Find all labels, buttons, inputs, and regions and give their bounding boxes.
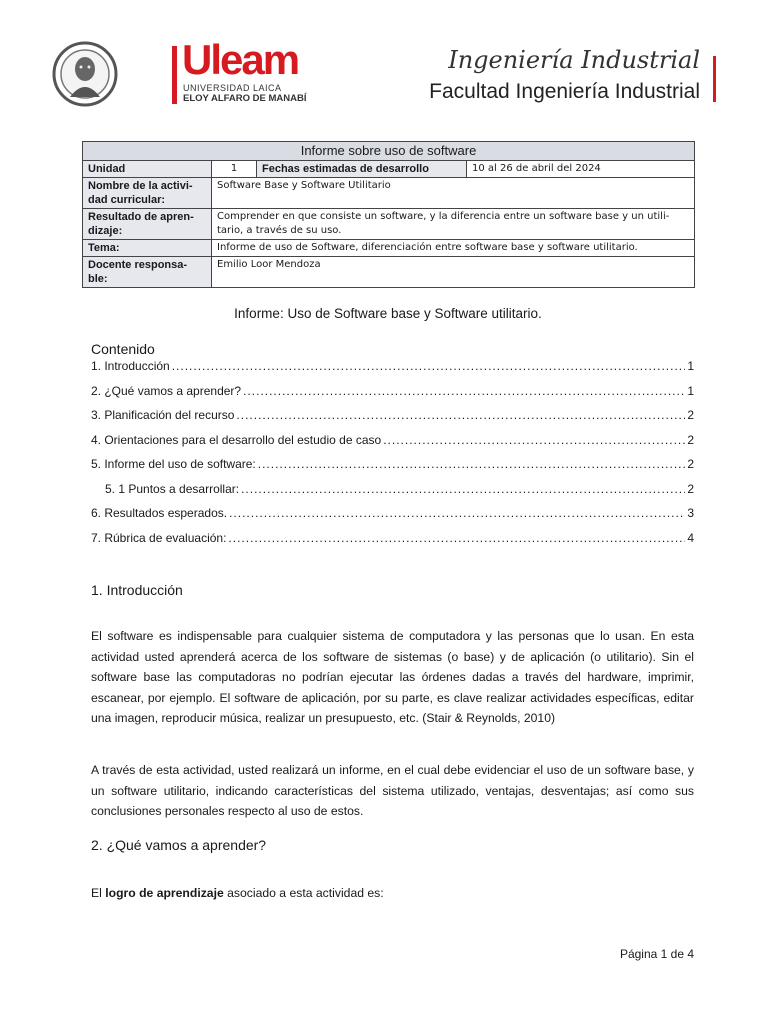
page-number: Página 1 de 4	[619, 947, 694, 961]
unidad-label: Unidad	[83, 161, 212, 178]
tema-value: Informe de uso de Software, diferenciación entre software base y software utilitario.	[212, 240, 695, 257]
learning-outcome-emphasis: logro de aprendizaje	[105, 886, 224, 900]
section-2-paragraph: El logro de aprendizaje asociado a esta actividad es:	[91, 886, 384, 900]
tema-label: Tema:	[83, 240, 212, 257]
university-seal-icon	[52, 41, 118, 107]
toc-item-rubrica[interactable]: 7. Rúbrica de evaluación: ..... 4	[91, 531, 694, 556]
faculty-accent-bar	[713, 56, 716, 102]
section-1-paragraph-1: El software es indispensable para cualquier sistema de computadora y las personas que lo usan. En esta actividad usted aprenderá acerca de los software de sistemas (o base) y de aplicación (o utilitario). Sin el software base las computadoras no podrían ejecutar las órdenes dadas a través del hardware, imprimir, escanear, por ejemplo. El software de aplicación, por su parte, es clave realizar actividades específicas, editar una imagen, reproducir música, realizar un presupuesto, etc. (Stair & Reynolds, 2010)	[91, 629, 694, 725]
table-of-contents	[91, 359, 694, 555]
document-header	[52, 36, 716, 110]
activity-info-table	[82, 141, 695, 288]
toc-item-que-vamos-a-aprender[interactable]: 2. ¿Qué vamos a aprender? ..... 1	[91, 384, 694, 409]
toc-item-introduccion[interactable]: 1. Introducción ..... 1	[91, 359, 694, 384]
table-row	[83, 209, 695, 240]
table-title: Informe sobre uso de software	[83, 142, 695, 161]
fechas-label: Fechas estimadas de desarrollo	[257, 161, 467, 178]
table-row	[83, 161, 695, 178]
brand-subtitle: UNIVERSIDAD LAICA	[183, 83, 282, 93]
toc-item-resultados-esperados[interactable]: 6. Resultados esperados. ..... 3	[91, 506, 694, 531]
faculty-script-title: Ingeniería Industrial	[448, 46, 700, 74]
faculty-name: Facultad Ingeniería Industrial	[429, 80, 700, 103]
toc-item-planificacion[interactable]: 3. Planificación del recurso ..... 2	[91, 408, 694, 433]
brand-accent-bar	[172, 46, 177, 104]
fechas-value: 10 al 26 de abril del 2024	[467, 161, 695, 178]
docente-label: Docente responsa-ble:	[83, 257, 212, 288]
nombre-label: Nombre de la activi-dad curricular:	[83, 178, 212, 209]
table-row	[83, 257, 695, 288]
unidad-value: 1	[212, 161, 257, 178]
section-1-heading: 1. Introducción	[91, 582, 183, 598]
resultado-label: Resultado de apren-dizaje:	[83, 209, 212, 240]
section-2-heading: 2. ¿Qué vamos a aprender?	[91, 837, 267, 853]
toc-item-orientaciones[interactable]: 4. Orientaciones para el desarrollo del estudio de caso ..... 2	[91, 433, 694, 458]
resultado-value: Comprender en que consiste un software, y la diferencia entre un software base y un utili-tario, a través de su uso.	[212, 209, 695, 240]
brand-name: Uleam	[182, 36, 299, 83]
docente-value: Emilio Loor Mendoza	[212, 257, 695, 288]
table-row	[83, 240, 695, 257]
report-title: Informe: Uso de Software base y Software utilitario.	[234, 306, 542, 321]
toc-item-puntos-a-desarrollar[interactable]: 5. 1 Puntos a desarrollar: ..... 2	[91, 482, 694, 507]
toc-title: Contenido	[91, 341, 155, 357]
brand-subtitle-bold: ELOY ALFARO DE MANABÍ	[183, 93, 307, 104]
section-1-paragraph-2: A través de esta actividad, usted realizará un informe, en el cual debe evidenciar el uso de un software base, y un software utilitario, indicando características del sistema utilizado, ventajas, desventajas; así como sus conclusiones personales respecto al uso de estos.	[91, 763, 694, 818]
toc-item-informe-uso-software[interactable]: 5. Informe del uso de software: ..... 2	[91, 457, 694, 482]
nombre-value: Software Base y Software Utilitario	[212, 178, 695, 209]
table-row	[83, 178, 695, 209]
table-row	[83, 142, 695, 161]
